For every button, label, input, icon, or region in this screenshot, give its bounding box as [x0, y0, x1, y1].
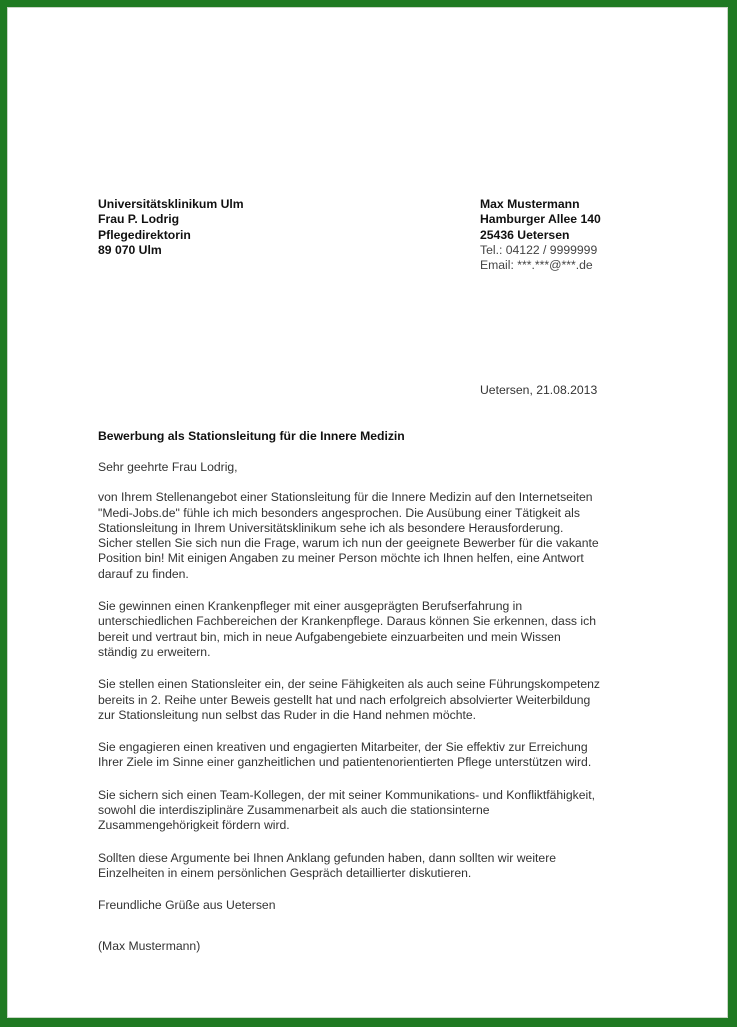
paragraph-line: Sollten diese Argumente bei Ihnen Anklang gefunden haben, dann sollten wir weitere: [98, 850, 557, 865]
letter-page: [7, 7, 728, 1018]
recipient-role: Pflegedirektorin: [98, 227, 191, 242]
paragraph-line: bereit und vertraut bin, mich in neue Aufgabengebiete einzuarbeiten und mein Wissen: [98, 629, 561, 644]
paragraph-line: Einzelheiten in einem persönlichen Gespräch detaillierter diskutieren.: [98, 865, 472, 880]
closing: Freundliche Grüße aus Uetersen: [98, 898, 276, 913]
paragraph-line: Ihrer Ziele im Sinne einer ganzheitlichen und patientenorientierten Pflege unterstützen wird.: [98, 755, 592, 770]
paragraph-line: Sie sichern sich einen Team-Kollegen, der mit seiner Kommunikations- und Konfliktfähigkeit,: [98, 787, 596, 802]
paragraph-1: [98, 490, 658, 582]
paragraph-line: "Medi-Jobs.de" fühle ich mich besonders angesprochen. Die Ausübung einer Tätigkeit als: [98, 505, 580, 520]
paragraph-line: Position bin! Mit einigen Angaben zu meiner Person möchte ich Ihnen helfen, eine Antwort: [98, 551, 584, 566]
paragraph-5: [98, 788, 658, 834]
signature: (Max Mustermann): [98, 938, 201, 953]
paragraph-line: Sie engagieren einen kreativen und engagierten Mitarbeiter, der Sie effektiv zur Erreichung: [98, 740, 588, 755]
letter-date: Uetersen, 21.08.2013: [480, 383, 598, 397]
paragraph-6: [98, 851, 658, 882]
sender-city: 25436 Uetersen: [480, 227, 570, 242]
paragraph-line: bereits in 2. Reihe unter Beweis gestellt hat und nach erfolgreich absolvierter Weiterbildung: [98, 692, 591, 707]
paragraph-4: [98, 740, 658, 771]
paragraph-line: darauf zu finden.: [98, 566, 189, 581]
paragraph-line: sowohl die interdisziplinäre Zusammenarbeit als auch die stationsinterne: [98, 803, 490, 818]
paragraph-line: Sie stellen einen Stationsleiter ein, der seine Fähigkeiten als auch seine Führungskompetenz: [98, 677, 601, 692]
paragraph-line: ständig zu erweitern.: [98, 644, 211, 659]
sender-street: Hamburger Allee 140: [480, 212, 601, 227]
recipient-city: 89 070 Ulm: [98, 242, 162, 257]
sender-email: Email: ***.***@***.de: [480, 258, 593, 273]
sender-name: Max Mustermann: [480, 197, 580, 211]
paragraph-3: [98, 677, 658, 723]
paragraph-line: unterschiedlichen Fachbereichen der Krankenpflege. Daraus können Sie erkennen, dass ich: [98, 614, 596, 629]
recipient-address: [98, 197, 244, 258]
recipient-organization: Universitätsklinikum Ulm: [98, 197, 244, 211]
paragraph-line: Sicher stellen Sie sich nun die Frage, warum ich nun der geeignete Bewerber für die vakante: [98, 536, 599, 551]
salutation: Sehr geehrte Frau Lodrig,: [98, 460, 238, 474]
paragraph-line: Sie gewinnen einen Krankenpfleger mit einer ausgeprägten Berufserfahrung in: [98, 599, 523, 614]
paragraph-line: zur Stationsleitung nun selbst das Ruder in die Hand nehmen möchte.: [98, 707, 477, 722]
letter-subject: Bewerbung als Stationsleitung für die Innere Medizin: [98, 429, 405, 443]
sender-phone: Tel.: 04122 / 9999999: [480, 242, 598, 257]
letter-body: [98, 460, 658, 971]
paragraph-2: [98, 599, 658, 660]
paragraph-line: Stationsleitung in Ihrem Universitätsklinikum sehe ich als besondere Herausforderung.: [98, 520, 564, 535]
recipient-person: Frau P. Lodrig: [98, 212, 180, 227]
sender-address: [480, 197, 601, 273]
paragraph-line: Zusammengehörigkeit fördern wird.: [98, 818, 290, 833]
paragraph-line: von Ihrem Stellenangebot einer Stationsleitung für die Innere Medizin auf den Internetseiten: [98, 490, 593, 505]
